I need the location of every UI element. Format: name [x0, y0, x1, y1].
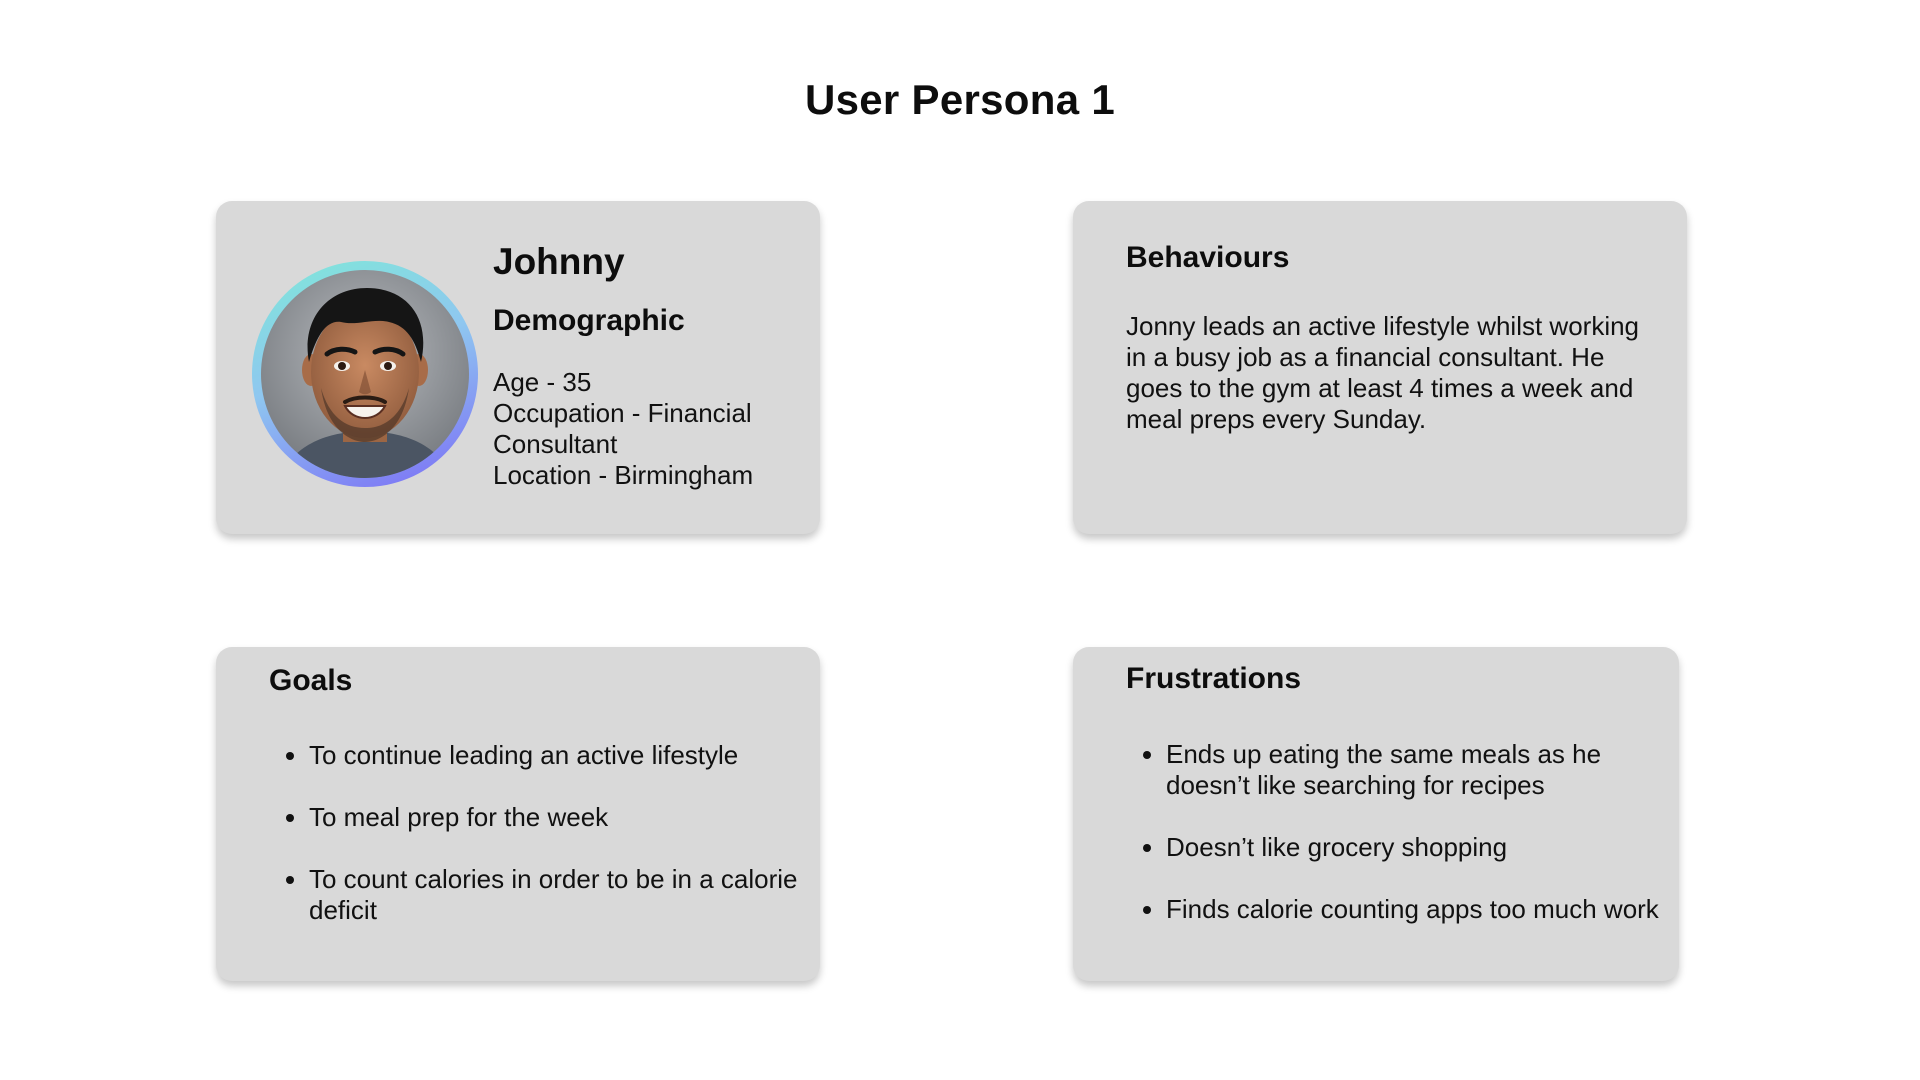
demographic-details — [493, 367, 753, 491]
list-item: • To count calories in order to be in a calorie deficit — [309, 864, 809, 926]
demographic-card — [216, 201, 820, 534]
avatar-ring — [252, 261, 478, 487]
list-item: • To meal prep for the week — [309, 802, 809, 833]
frustrations-list — [1126, 739, 1666, 925]
frustrations-heading: Frustrations — [1126, 662, 1302, 695]
behaviours-heading: Behaviours — [1126, 241, 1290, 274]
avatar — [261, 270, 469, 478]
demographic-occupation-cont: Consultant — [493, 429, 618, 459]
list-item: • Finds calorie counting apps too much work — [1166, 894, 1666, 925]
demographic-age: Age - 35 — [493, 367, 592, 397]
behaviours-card — [1073, 201, 1687, 534]
goals-card — [216, 647, 820, 981]
frustrations-card — [1073, 647, 1679, 981]
behaviours-text: Jonny leads an active lifestyle whilst working in a busy job as a financial consultant. He goes to the gym at least 4 times a week and meal preps every Sunday. — [1126, 311, 1640, 434]
page-title: User Persona 1 — [804, 76, 1116, 123]
goals-heading: Goals — [269, 664, 353, 697]
list-item: • Ends up eating the same meals as he doesn’t like searching for recipes — [1166, 739, 1666, 801]
list-item: • Doesn’t like grocery shopping — [1166, 832, 1666, 863]
person-photo-icon — [261, 270, 469, 478]
goals-list — [269, 740, 809, 926]
demographic-heading: Demographic — [493, 304, 685, 337]
list-item: • To continue leading an active lifestyle — [309, 740, 809, 771]
demographic-occupation: Occupation - Financial — [493, 398, 752, 428]
demographic-location: Location - Birmingham — [493, 460, 754, 490]
persona-name: Johnny — [493, 241, 625, 282]
